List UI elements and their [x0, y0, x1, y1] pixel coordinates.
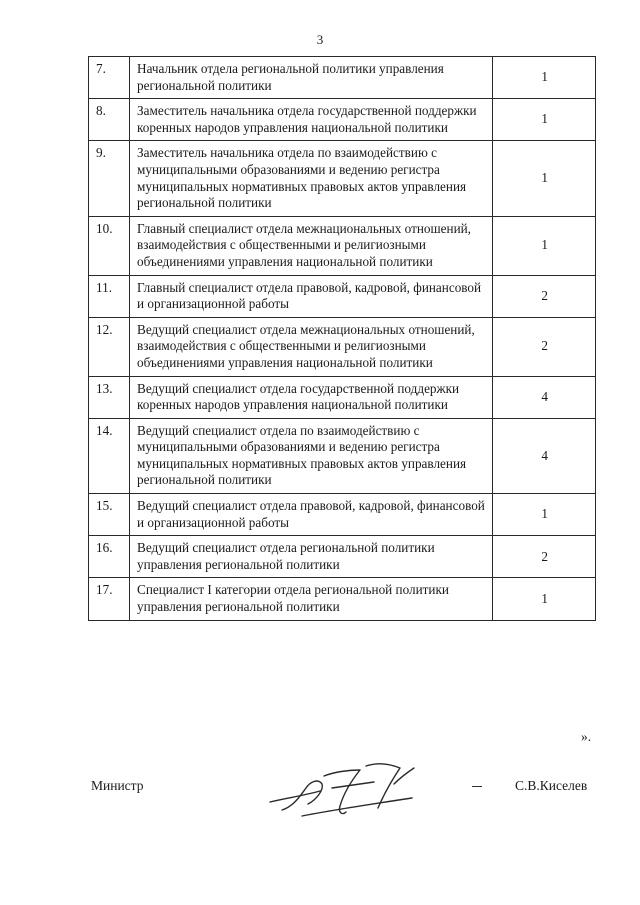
- table-row: [89, 418, 596, 493]
- staff-count: 2: [493, 536, 596, 578]
- table-row: [89, 578, 596, 620]
- staff-count: 4: [493, 418, 596, 493]
- row-number: 13.: [89, 376, 130, 418]
- table-row: [89, 317, 596, 376]
- staff-positions-table: [88, 56, 596, 621]
- staff-count: 1: [493, 494, 596, 536]
- position-title: Ведущий специалист отдела межнациональных отношений, взаимодействия с общественными и религиозными объединениями управления национальной политики: [130, 317, 493, 376]
- row-number: 7.: [89, 57, 130, 99]
- position-title: Главный специалист отдела межнациональных отношений, взаимодействия с общественными и религиозными объединениями управления национальной политики: [130, 216, 493, 275]
- table-row: [89, 494, 596, 536]
- staff-count: 1: [493, 578, 596, 620]
- signatory-name: С.В.Киселев: [515, 778, 588, 793]
- row-number: 14.: [89, 418, 130, 493]
- position-title: Начальник отдела региональной политики управления региональной политики: [130, 57, 493, 99]
- position-title: Главный специалист отдела правовой, кадровой, финансовой и организационной работы: [130, 275, 493, 317]
- row-number: 17.: [89, 578, 130, 620]
- staff-count: 1: [493, 141, 596, 216]
- staff-count: 1: [493, 99, 596, 141]
- position-title: Ведущий специалист отдела по взаимодействию с муниципальными образованиями и ведению регистра муниципальных нормативных правовых актов управления региональной политики: [130, 418, 493, 493]
- page-number: 3: [316, 32, 324, 47]
- table-row: [89, 141, 596, 216]
- row-number: 11.: [89, 275, 130, 317]
- staff-count: 2: [493, 275, 596, 317]
- table-row: [89, 216, 596, 275]
- row-number: 12.: [89, 317, 130, 376]
- row-number: 15.: [89, 494, 130, 536]
- staff-count: 1: [493, 57, 596, 99]
- position-title: Заместитель начальника отдела государственной поддержки коренных народов управления национальной политики: [130, 99, 493, 141]
- closing-quote: ».: [581, 729, 592, 744]
- position-title: Ведущий специалист отдела правовой, кадровой, финансовой и организационной работы: [130, 494, 493, 536]
- signatory-title: Министр: [91, 778, 144, 793]
- position-title: Специалист I категории отдела региональной политики управления региональной политики: [130, 578, 493, 620]
- table-row: [89, 99, 596, 141]
- dash-mark: [472, 786, 482, 787]
- row-number: 16.: [89, 536, 130, 578]
- row-number: 10.: [89, 216, 130, 275]
- position-title: Ведущий специалист отдела региональной политики управления региональной политики: [130, 536, 493, 578]
- staff-count: 2: [493, 317, 596, 376]
- table-row: [89, 376, 596, 418]
- table-row: [89, 536, 596, 578]
- staff-count: 1: [493, 216, 596, 275]
- row-number: 9.: [89, 141, 130, 216]
- table-row: [89, 275, 596, 317]
- staff-count: 4: [493, 376, 596, 418]
- row-number: 8.: [89, 99, 130, 141]
- handwritten-signature: [262, 758, 442, 820]
- position-title: Ведущий специалист отдела государственной поддержки коренных народов управления национальной политики: [130, 376, 493, 418]
- position-title: Заместитель начальника отдела по взаимодействию с муниципальными образованиями и ведению регистра муниципальных нормативных правовых актов управления региональной политики: [130, 141, 493, 216]
- table-row: [89, 57, 596, 99]
